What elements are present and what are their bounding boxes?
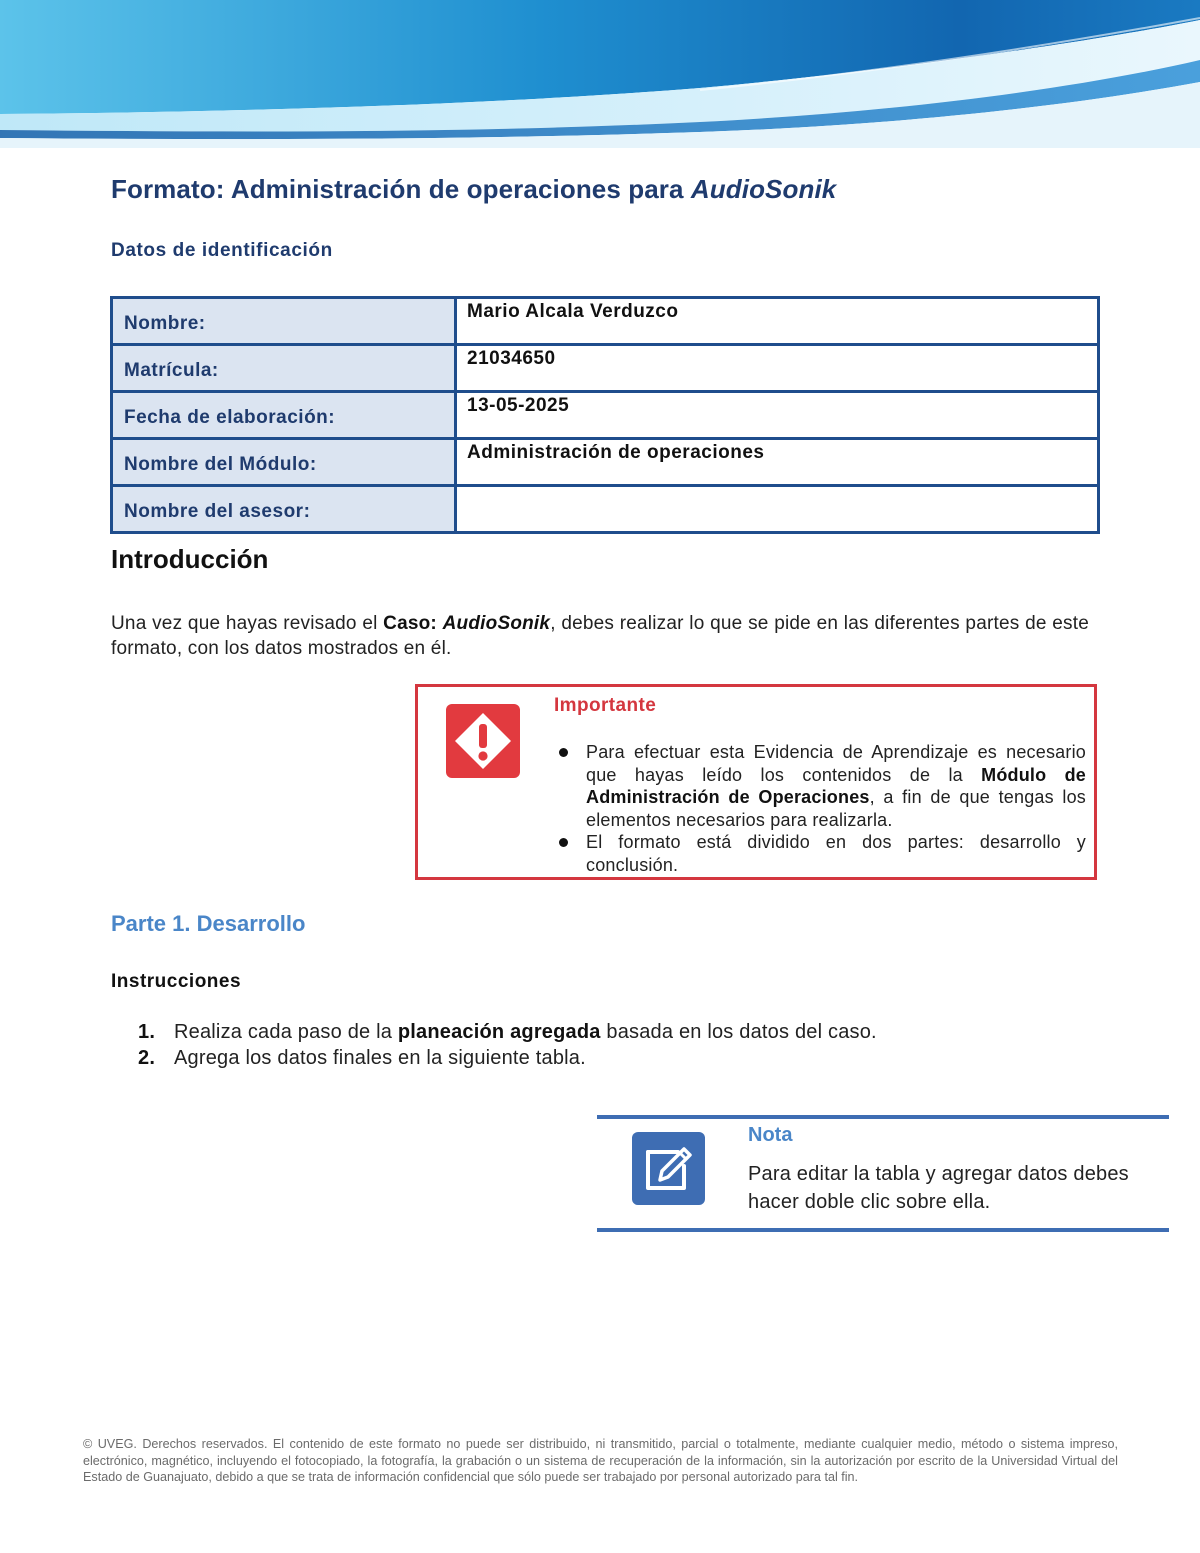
row-value-matricula[interactable]: 21034650: [456, 345, 1099, 392]
note-divider-bottom: [597, 1228, 1169, 1232]
header-banner: [0, 0, 1200, 148]
company-name: AudioSonik: [690, 174, 837, 204]
list-item: El formato está dividido en dos partes: desarrollo y conclusión.: [554, 831, 1086, 876]
row-label-asesor: Nombre del asesor:: [112, 486, 456, 533]
identification-heading: Datos de identificación: [111, 240, 333, 261]
bullet-icon: [559, 838, 568, 847]
introduction-heading: Introducción: [111, 544, 269, 574]
list-item: 2. Agrega los datos finales en la siguiente tabla.: [138, 1047, 586, 1069]
row-label-modulo: Nombre del Módulo:: [112, 439, 456, 486]
list-item: 1. Realiza cada paso de la planeación agregada basada en los datos del caso.: [138, 1021, 877, 1043]
row-label-nombre: Nombre:: [112, 298, 456, 345]
note-title: Nota: [748, 1124, 793, 1146]
table-row: [112, 486, 1099, 533]
copyright-footer: © UVEG. Derechos reservados. El contenido de este formato no puede ser distribuido, ni transmitido, parcial o totalmente, mediante cualquier medio, método o sistema impreso, electrónico, magnético, incluyendo el fotocopiado, la fotografía, la grabación o un sistema de recuperación de la información, sin la autorización por escrito de la Universidad Virtual del Estado de Guanajuato, debido a que se trata de información confidencial que sólo puede ser trabajado por personal autorizado para tal fin.: [83, 1437, 1118, 1484]
warning-diamond-icon: [446, 704, 520, 778]
case-label: Caso:: [383, 613, 443, 634]
table-row: [112, 345, 1099, 392]
note-text: Para editar la tabla y agregar datos debes hacer doble clic sobre ella.: [748, 1163, 1129, 1213]
row-value-nombre[interactable]: Mario Alcala Verduzco: [456, 298, 1099, 345]
table-row: [112, 298, 1099, 345]
part1-heading: Parte 1. Desarrollo: [111, 911, 306, 936]
important-callout: [415, 684, 1097, 880]
row-value-modulo[interactable]: Administración de operaciones: [456, 439, 1099, 486]
row-label-matricula: Matrícula:: [112, 345, 456, 392]
page-title: Formato: Administración de operaciones para AudioSonik: [111, 174, 837, 204]
note-divider-top: [597, 1115, 1169, 1119]
row-value-asesor[interactable]: [456, 486, 1099, 533]
row-value-fecha[interactable]: 13-05-2025: [456, 392, 1099, 439]
introduction-paragraph: Una vez que hayas revisado el Caso: AudioSonik, debes realizar lo que se pide en las diferentes partes de este formato, con los datos mostrados en él.: [111, 613, 1089, 659]
table-row: [112, 439, 1099, 486]
edit-pencil-icon: [632, 1132, 705, 1205]
case-name: AudioSonik: [442, 613, 551, 634]
instructions-list: [138, 1019, 877, 1071]
bullet-icon: [559, 748, 568, 757]
instructions-heading: Instrucciones: [111, 971, 242, 992]
step-number: 1.: [138, 1021, 156, 1043]
list-item: Para efectuar esta Evidencia de Aprendizaje es necesario que hayas leído los contenidos de la Módulo de Administración de Operaciones, a fin de que tengas los elementos necesarios para realizarla.: [554, 741, 1086, 831]
row-label-fecha: Fecha de elaboración:: [112, 392, 456, 439]
table-row: [112, 392, 1099, 439]
important-list: [554, 741, 1086, 876]
step-number: 2.: [138, 1047, 156, 1069]
identification-table: [110, 296, 1100, 534]
important-title: Importante: [554, 695, 657, 716]
